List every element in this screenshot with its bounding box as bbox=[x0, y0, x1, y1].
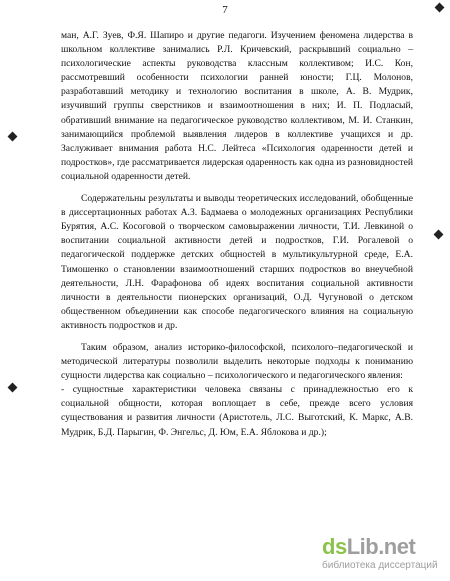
paragraph-conclusion-intro: Таким образом, анализ историко-философской, психолого–педагогической и методической литературы позволили выделить некоторые подходы к пониманию сущности лидерства как социально – психологического и педагогического явления: bbox=[61, 341, 413, 382]
dslib-watermark bbox=[322, 535, 440, 573]
page-number: 7 bbox=[222, 4, 228, 16]
body-text bbox=[61, 29, 413, 440]
margin-mark-left-top bbox=[8, 132, 18, 142]
margin-mark-right-middle bbox=[434, 230, 444, 240]
paragraph-continued: ман, А.Г. Зуев, Ф.Я. Шапиро и другие педагоги. Изучением феномена лидерства в школьном коллективе занимались Р.Л. Кричевский, раскрывший социально – психологические аспекты руководства классным коллективом; И.С. Кон, рассмотревший особенности психологии ранней юности; Г.Ц. Молонов, разработавший методику и технологию воспитания в школе, А. В. Мудрик, изучивший группы сверстников и взаимоотношения в них; И. П. Подласый, обративший внимание на педагогическое руководство коллективом, М. И. Станкин, занимающийся проблемой выявления лидеров в коллективе учащихся и др. Заслуживает внимания работа Н.С. Лейтеса «Психология одаренности детей и подростков», где рассматривается лидерская одаренность как одна из разновидностей социальной одаренности детей. bbox=[61, 30, 413, 182]
margin-mark-left-bottom bbox=[8, 383, 18, 393]
dslib-subtitle: библиотека диссертаций bbox=[322, 560, 438, 571]
dslib-logo: dsLib.net bbox=[322, 534, 416, 559]
list-item: - сущностные характеристики человека связаны с принадлежностью его к социальной общности, которая воплощает в себе, прежде всего условия существования и развития личности (Аристотель, Л.С. Выготский, К. Маркс, А.В. Мудрик, Б.Д. Парыгин, Ф. Энгельс, Д. Юм, Е.А. Яблокова и др.); bbox=[61, 384, 413, 438]
paragraph-research-results: Содержательны результаты и выводы теоретических исследований, обобщенные в диссертационных работах А.З. Бадмаева о молодежных организациях Республики Бурятия, А.С. Косоговой о творческом самовыражении личности, Т.И. Левкиной о воспитании социальной активности детей и подростков, Г.И. Рогалевой о педагогической поддержке детских общностей в мультикультурной среде, Е.А. Тимошенко о становлении взаимоотношений старших подростков во внеучебной деятельности, Л.Н. Фарафонова об идеях воспитания социальной активности личности в деятельности пионерских организаций, О.Д. Чугуновой о детском общественном объединении как способе педагогического влияния на социальную активность подростков и др. bbox=[61, 193, 413, 331]
